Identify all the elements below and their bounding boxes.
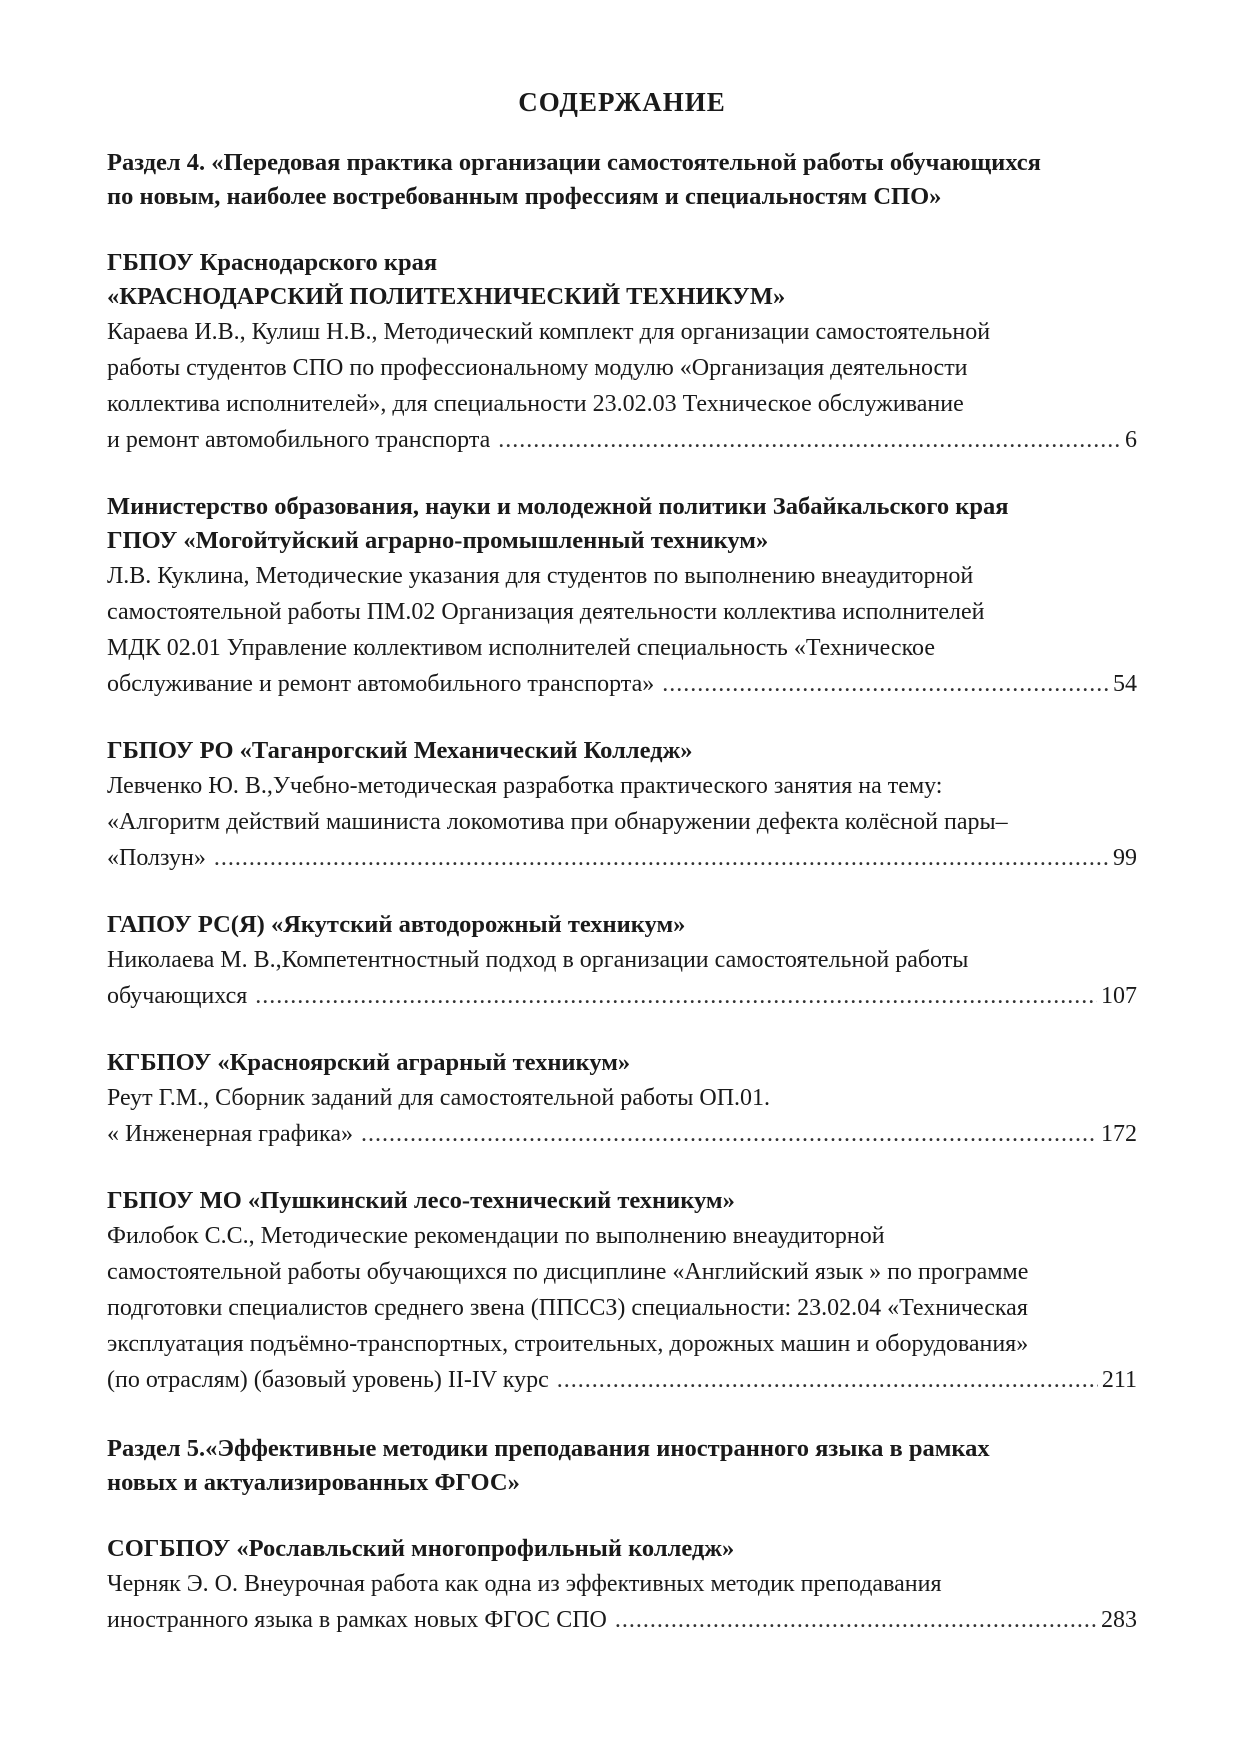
entry-description: [107, 558, 1137, 702]
toc-link[interactable]: [107, 1362, 1137, 1398]
desc-last-line: « Инженерная графика»: [107, 1121, 353, 1147]
desc-line: Филобок С.С., Методические рекомендации по выполнению внеаудиторной: [107, 1223, 885, 1249]
entry-description: [107, 1080, 1137, 1152]
toc-entry: [107, 1532, 1137, 1638]
org-line: «КРАСНОДАРСКИЙ ПОЛИТЕХНИЧЕСКИЙ ТЕХНИКУМ»: [107, 283, 786, 310]
desc-last-line: обучающихся: [107, 983, 248, 1009]
entry-organization: [107, 1532, 1137, 1566]
section-heading-line: Раздел 5.«Эффективные методики преподавания иностранного языка в рамках: [107, 1435, 990, 1462]
desc-line: коллектива исполнителей», для специальности 23.02.03 Техническое обслуживание: [107, 391, 964, 417]
page-number: 6: [1125, 427, 1137, 453]
desc-line: эксплуатация подъёмно-транспортных, строительных, дорожных машин и оборудования»: [107, 1331, 1029, 1357]
entry-organization: [107, 490, 1137, 558]
toc-entry: [107, 490, 1137, 702]
desc-line: самостоятельной работы ПМ.02 Организация деятельности коллектива исполнителей: [107, 599, 985, 625]
desc-line: «Алгоритм действий машиниста локомотива при обнаружении дефекта колёсной пары–: [107, 809, 1008, 835]
toc-entry: [107, 1184, 1137, 1398]
section-5-heading: [107, 1432, 1137, 1500]
org-line: ГПОУ «Могойтуйский аграрно-промышленный техникум»: [107, 527, 769, 554]
entry-organization: [107, 246, 1137, 314]
dot-leader: [255, 978, 1097, 1014]
toc-entry: [107, 1046, 1137, 1152]
desc-line: самостоятельной работы обучающихся по дисциплине «Английский язык » по программе: [107, 1259, 1029, 1285]
page-number: 99: [1113, 845, 1137, 871]
desc-line: Черняк Э. О. Внеурочная работа как одна из эффективных методик преподавания: [107, 1571, 942, 1597]
desc-last-line: «Ползун»: [107, 845, 206, 871]
toc-entry: [107, 734, 1137, 876]
dot-leader: [361, 1116, 1097, 1152]
entry-organization: [107, 1046, 1137, 1080]
desc-line: Караева И.В., Кулиш Н.В., Методический комплект для организации самостоятельной: [107, 319, 991, 345]
desc-line: Николаева М. В.,Компетентностный подход в организации самостоятельной работы: [107, 947, 969, 973]
desc-last-line: (по отраслям) (базовый уровень) II-IV курс: [107, 1367, 549, 1393]
entry-organization: [107, 734, 1137, 768]
entry-description: [107, 768, 1137, 876]
desc-last-line: и ремонт автомобильного транспорта: [107, 427, 491, 453]
desc-line: Реут Г.М., Сборник заданий для самостоятельной работы ОП.01.: [107, 1085, 771, 1111]
org-line: СОГБПОУ «Рославльский многопрофильный колледж»: [107, 1535, 735, 1562]
section-heading-line: по новым, наиболее востребованным профессиям и специальностям СПО»: [107, 183, 942, 210]
desc-last-line: обслуживание и ремонт автомобильного транспорта»: [107, 671, 655, 697]
dot-leader: [615, 1602, 1097, 1638]
desc-line: Левченко Ю. В.,Учебно-методическая разработка практического занятия на тему:: [107, 773, 943, 799]
page-number: 211: [1101, 1367, 1137, 1393]
org-line: ГБПОУ МО «Пушкинский лесо-технический техникум»: [107, 1187, 735, 1214]
org-line: ГАПОУ РС(Я) «Якутский автодорожный техникум»: [107, 911, 686, 938]
desc-line: подготовки специалистов среднего звена (ППССЗ) специальности: 23.02.04 «Техническая: [107, 1295, 1028, 1321]
toc-link[interactable]: [107, 1602, 1137, 1638]
toc-link[interactable]: [107, 840, 1137, 876]
section-4-heading: [107, 146, 1137, 214]
toc-link[interactable]: [107, 978, 1137, 1014]
section-heading-line: новых и актуализированных ФГОС»: [107, 1469, 520, 1496]
page-title: СОДЕРЖАНИЕ: [518, 87, 726, 117]
org-line: Министерство образования, науки и молодежной политики Забайкальского края: [107, 493, 1009, 520]
org-line: КГБПОУ «Красноярский аграрный техникум»: [107, 1049, 631, 1076]
page-number: 172: [1101, 1121, 1137, 1147]
toc-link[interactable]: [107, 422, 1137, 458]
dot-leader: [662, 666, 1109, 702]
desc-line: МДК 02.01 Управление коллективом исполнителей специальность «Техническое: [107, 635, 935, 661]
toc-page: [107, 80, 1137, 1638]
toc-link[interactable]: [107, 666, 1137, 702]
toc-entry: [107, 246, 1137, 458]
desc-last-line: иностранного языка в рамках новых ФГОС СПО: [107, 1607, 607, 1633]
dot-leader: [557, 1362, 1098, 1398]
toc-entry: [107, 908, 1137, 1014]
org-line: ГБПОУ Краснодарского края: [107, 249, 438, 276]
entry-description: [107, 942, 1137, 1014]
entry-description: [107, 314, 1137, 458]
entry-organization: [107, 1184, 1137, 1218]
section-heading-line: Раздел 4. «Передовая практика организации самостоятельной работы обучающихся: [107, 149, 1041, 176]
dot-leader: [498, 422, 1121, 458]
entry-description: [107, 1566, 1137, 1638]
toc-link[interactable]: [107, 1116, 1137, 1152]
entry-description: [107, 1218, 1137, 1398]
desc-line: работы студентов СПО по профессиональному модулю «Организация деятельности: [107, 355, 968, 381]
page-number: 54: [1113, 671, 1137, 697]
entry-organization: [107, 908, 1137, 942]
page-number: 107: [1101, 983, 1137, 1009]
page-number: 283: [1101, 1607, 1137, 1633]
org-line: ГБПОУ РО «Таганрогский Механический Колледж»: [107, 737, 693, 764]
desc-line: Л.В. Куклина, Методические указания для студентов по выполнению внеаудиторной: [107, 563, 974, 589]
dot-leader: [214, 840, 1109, 876]
